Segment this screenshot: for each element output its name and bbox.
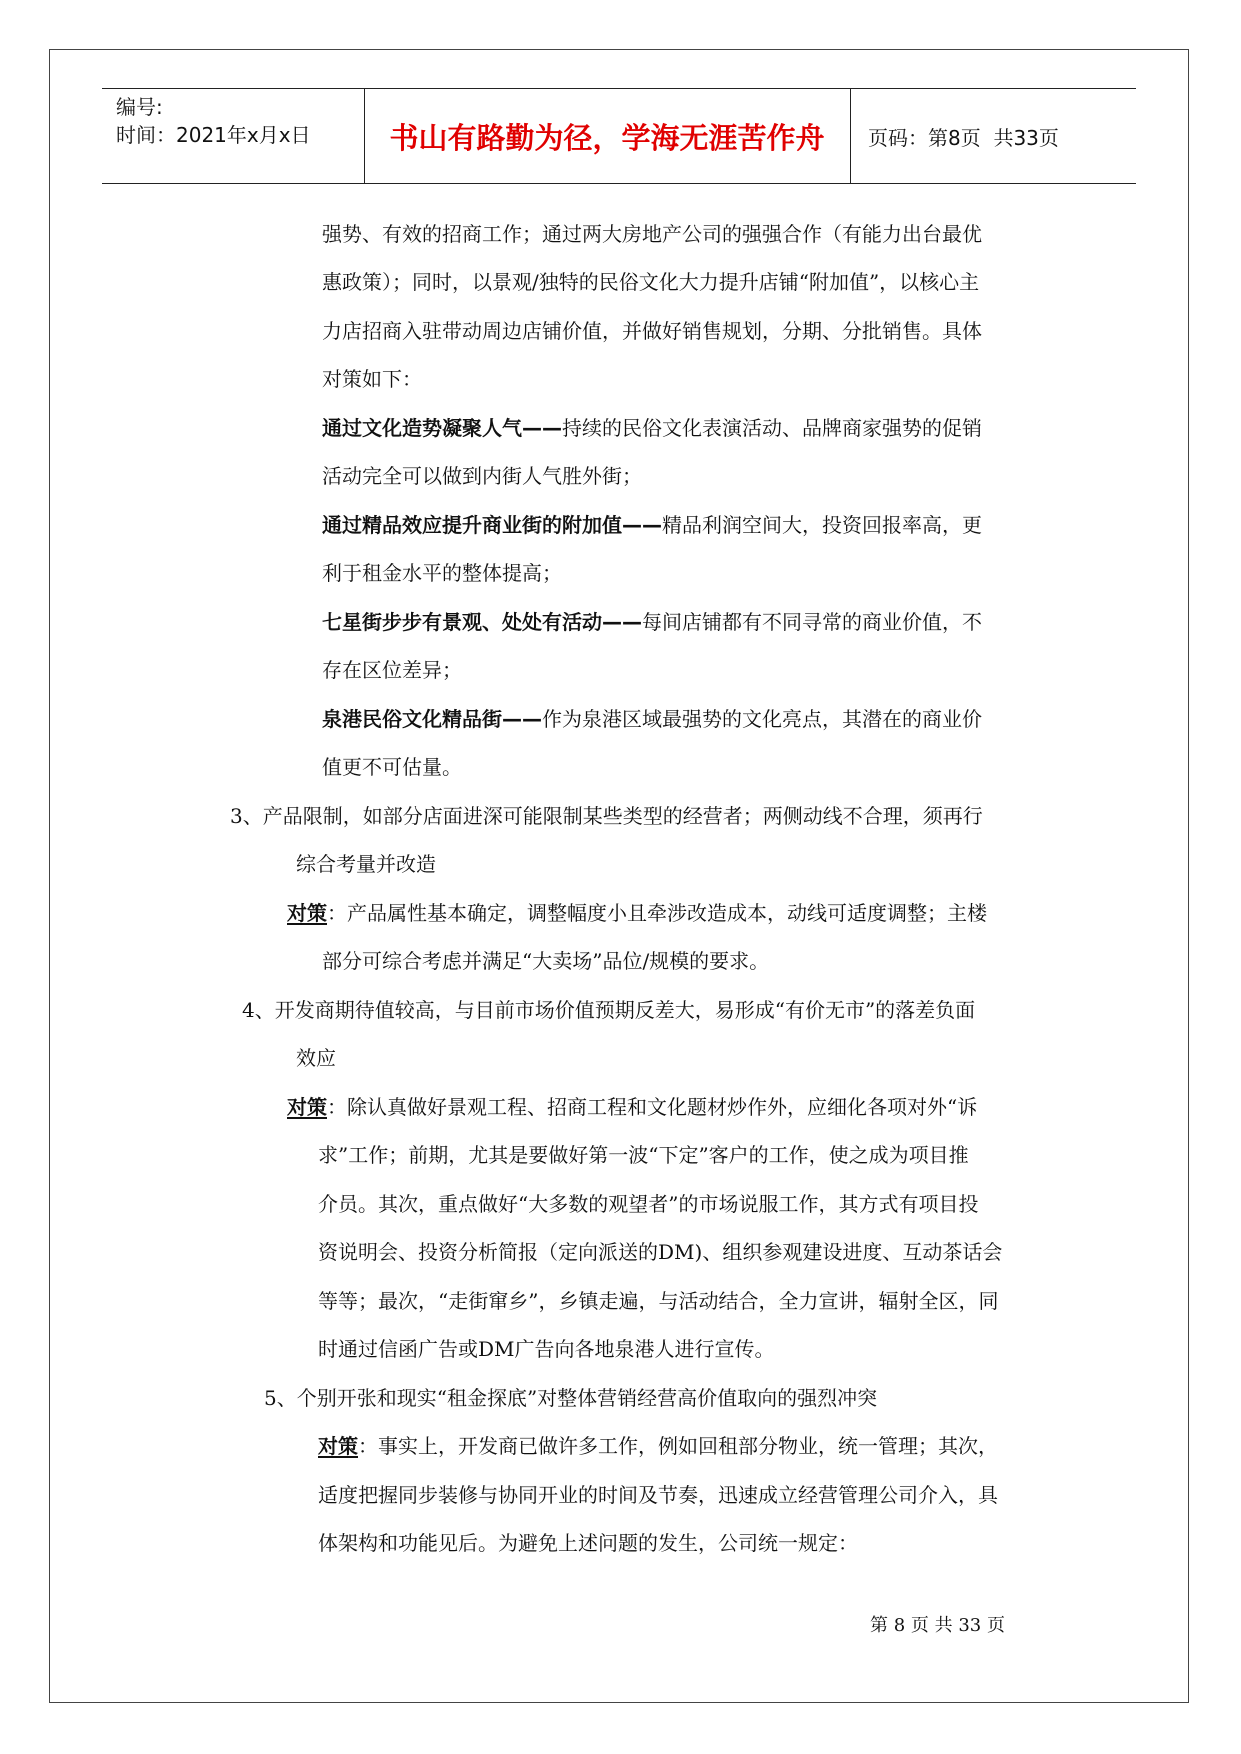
countermeasure-line: 等等；最次，“走街窜乡”，乡镇走遍，与活动结合，全力宣讲，辐射全区，同 [318,1289,999,1313]
strategy-text: 持续的民俗文化表演活动、品牌商家强势的促销 [562,416,982,440]
countermeasure-text: ：事实上，开发商已做许多工作，例如回租部分物业，统一管理；其次， [358,1434,998,1458]
countermeasure-4 [287,1093,977,1121]
strategy-line: 活动完全可以做到内街人气胜外街； [322,464,642,488]
strategy-line: 存在区位差异； [322,658,462,682]
countermeasure-line: 求”工作；前期，尤其是要做好第一波“下定”客户的工作，使之成为项目推 [318,1143,969,1167]
list-item-3: 3、产品限制，如部分店面进深可能限制某些类型的经营者；两侧动线不合理，须再行 [230,804,983,828]
strategy-line [322,608,982,636]
list-item-5: 5、个别开张和现实“租金探底”对整体营销经营高价值取向的强烈冲突 [264,1386,878,1410]
list-item-3-cont: 综合考量并改造 [296,852,436,876]
header-page-info: 页码：第8页 共33页 [868,125,1059,150]
paragraph-line: 惠政策）；同时，以景观/独特的民俗文化大力提升店铺“附加值”，以核心主 [322,270,980,294]
strategy-text: 精品利润空间大，投资回报率高，更 [662,513,982,537]
strategy-line [322,511,982,539]
countermeasure-line: 资说明会、投资分析简报（定向派送的DM)、组织参观建设进度、互动茶话会 [318,1240,1003,1264]
countermeasure-text: ：产品属性基本确定，调整幅度小且牵涉改造成本，动线可适度调整；主楼 [327,901,987,925]
page-footer: 第 8 页 共 33 页 [870,1615,1005,1636]
paragraph-line: 对策如下： [322,367,422,391]
strategy-text: 每间店铺都有不同寻常的商业价值，不 [642,610,982,634]
header-motto: 书山有路勤为径，学海无涯苦作舟 [389,120,825,155]
countermeasure-line: 介员。其次，重点做好“大多数的观望者”的市场说服工作，其方式有项目投 [318,1192,979,1216]
countermeasure-5 [318,1432,998,1460]
countermeasure-line: 适度把握同步装修与协同开业的时间及节奏，迅速成立经营管理公司介入，具 [318,1483,998,1507]
countermeasure-3 [287,899,987,927]
countermeasure-label: 对策 [318,1434,358,1458]
time-label: 时间：2021年x月x日 [116,123,311,147]
countermeasure-label: 对策 [287,1095,327,1119]
paragraph-line: 力店招商入驻带动周边店铺价值，并做好销售规划，分期、分批销售。具体 [322,319,982,343]
countermeasure-line: 体架构和功能见后。为避免上述问题的发生，公司统一规定： [318,1531,858,1555]
strategy-line: 值更不可估量。 [322,755,462,779]
strategy-title: 通过文化造势凝聚人气—— [322,416,562,440]
strategy-text: 作为泉港区域最强势的文化亮点，其潜在的商业价 [542,707,982,731]
countermeasure-line: 时通过信函广告或DM广告向各地泉港人进行宣传。 [318,1337,775,1361]
header-meta [116,93,311,149]
header-divider-right [850,89,851,183]
page-header [102,88,1136,184]
strategy-line: 利于租金水平的整体提高； [322,561,562,585]
strategy-line [322,414,982,442]
strategy-title: 通过精品效应提升商业街的附加值—— [322,513,662,537]
paragraph-line: 强势、有效的招商工作；通过两大房地产公司的强强合作（有能力出台最优 [322,222,982,246]
list-item-4-cont: 效应 [296,1046,336,1070]
strategy-title: 七星街步步有景观、处处有活动—— [322,610,642,634]
number-label: 编号: [116,95,163,119]
countermeasure-line: 部分可综合考虑并满足“大卖场”品位/规模的要求。 [322,949,770,973]
strategy-line [322,705,982,733]
list-item-4: 4、开发商期待值较高，与目前市场价值预期反差大，易形成“有价无市”的落差负面 [242,998,976,1022]
strategy-title: 泉港民俗文化精品街—— [322,707,542,731]
countermeasure-label: 对策 [287,901,327,925]
countermeasure-text: ：除认真做好景观工程、招商工程和文化题材炒作外，应细化各项对外“诉 [327,1095,978,1119]
